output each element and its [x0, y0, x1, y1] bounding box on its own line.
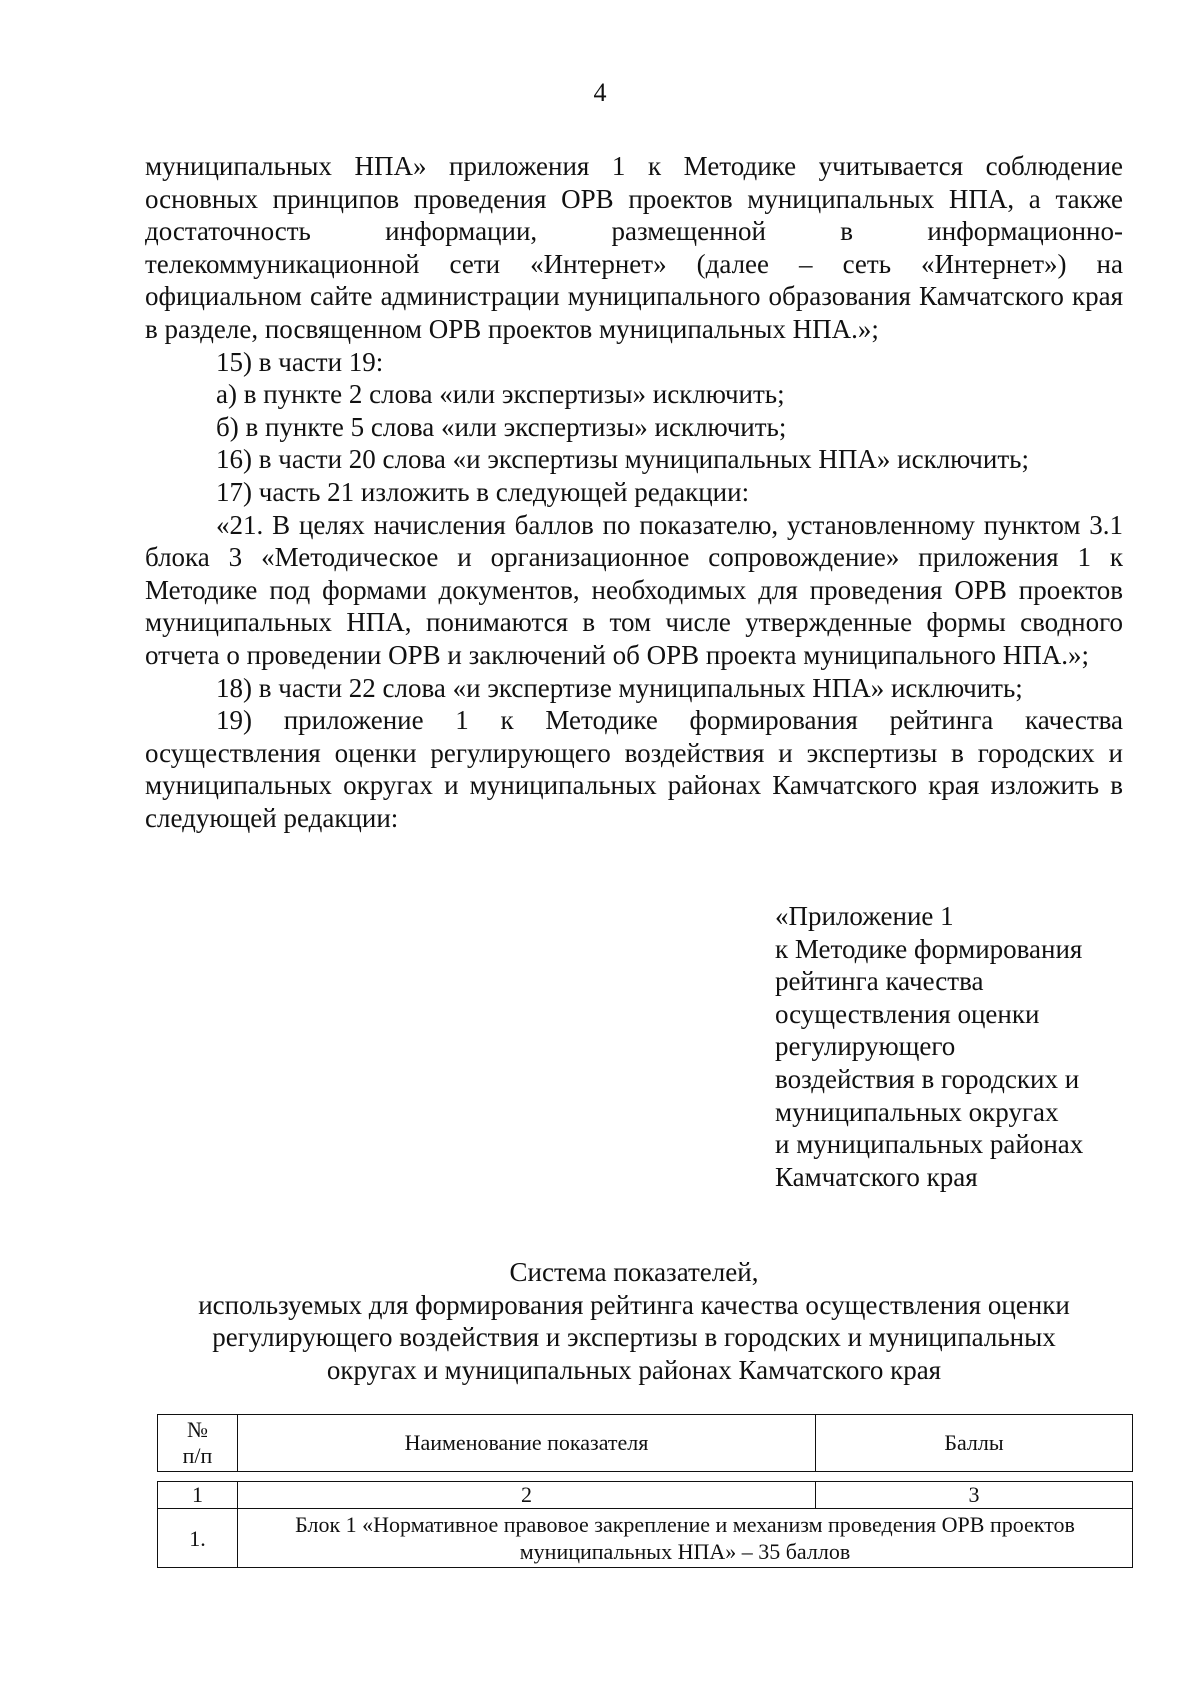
system-title-line: используемых для формирования рейтинга качества осуществления оценки	[198, 1289, 1070, 1320]
block-title-line: муниципальных НПА» – 35 баллов	[519, 1539, 851, 1564]
appendix-line: рейтинга качества	[775, 966, 984, 997]
page-number: 4	[593, 78, 607, 107]
appendix-line: осуществления оценки	[775, 998, 1040, 1029]
table-row-block-1	[158, 1509, 1133, 1568]
paragraph-item-15a: а) в пункте 2 слова «или экспертизы» исключить;	[216, 379, 785, 410]
header-name-cell: Наименование показателя	[238, 1415, 816, 1472]
column-number-cell: 2	[238, 1482, 816, 1509]
paragraph-item-18: 18) в части 22 слова «и экспертизе муниципальных НПА» исключить;	[216, 672, 1023, 703]
appendix-line: муниципальных округах	[775, 1096, 1059, 1127]
block-title-cell	[238, 1509, 1133, 1568]
header-points-cell: Баллы	[816, 1415, 1133, 1472]
indicators-table-header	[157, 1414, 1133, 1472]
header-num-symbol: №	[187, 1417, 208, 1442]
appendix-line: регулирующего	[775, 1031, 956, 1062]
body-text	[145, 150, 1123, 834]
column-numbers-row	[158, 1482, 1133, 1509]
system-title-line: Система показателей,	[509, 1257, 759, 1287]
paragraph-continuation: муниципальных НПА» приложения 1 к Методике учитывается соблюдение основных принципов проведения ОРВ проектов муниципальных НПА, а также достаточность информации, размещенной в информационно-телекоммуникационной сети «Интернет» (далее – сеть «Интернет») на официальном сайте администрации муниципального образования Камчатского края в разделе, посвященном ОРВ проектов муниципальных НПА.»;	[145, 151, 1123, 344]
column-number-cell: 3	[816, 1482, 1133, 1509]
header-num-cell	[158, 1415, 238, 1472]
paragraph-part-21: «21. В целях начисления баллов по показателю, установленному пунктом 3.1 блока 3 «Методическое и организационное сопровождение» приложения 1 к Методике под формами документов, необходимых для проведения ОРВ проектов муниципальных НПА, понимаются в том числе утвержденные формы сводного отчета о проведении ОРВ и заключений об ОРВ проекта муниципального НПА.»;	[145, 509, 1123, 670]
paragraph-item-15b: б) в пункте 5 слова «или экспертизы» исключить;	[216, 411, 787, 442]
column-number-cell: 1	[158, 1482, 238, 1509]
paragraph-item-19: 19) приложение 1 к Методике формирования рейтинга качества осуществления оценки регулирующего воздействия и экспертизы в городских и муниципальных округах и муниципальных районах Камчатского края изложить в следующей редакции:	[145, 705, 1123, 833]
block-num-cell: 1.	[158, 1509, 238, 1568]
paragraph-item-16: 16) в части 20 слова «и экспертизы муниципальных НПА» исключить;	[216, 444, 1029, 475]
block-title-line: Блок 1 «Нормативное правовое закрепление и механизм проведения ОРВ проектов	[295, 1512, 1075, 1537]
header-num-abbr: п/п	[182, 1443, 213, 1468]
appendix-heading	[775, 900, 1135, 1193]
indicators-table-body	[157, 1481, 1133, 1568]
appendix-line: воздействия в городских и	[775, 1063, 1080, 1094]
system-title	[145, 1256, 1123, 1386]
table-header-row	[158, 1415, 1133, 1472]
paragraph-item-15: 15) в части 19:	[216, 346, 384, 377]
appendix-line: «Приложение 1	[775, 901, 954, 931]
appendix-line: и муниципальных районах	[775, 1129, 1084, 1160]
appendix-line: Камчатского края	[775, 1161, 978, 1192]
paragraph-item-17: 17) часть 21 изложить в следующей редакции:	[216, 476, 750, 507]
system-title-line: регулирующего воздействия и экспертизы в городских и муниципальных	[212, 1322, 1056, 1353]
system-title-line: округах и муниципальных районах Камчатского края	[326, 1354, 942, 1385]
appendix-line: к Методике формирования	[775, 933, 1083, 964]
